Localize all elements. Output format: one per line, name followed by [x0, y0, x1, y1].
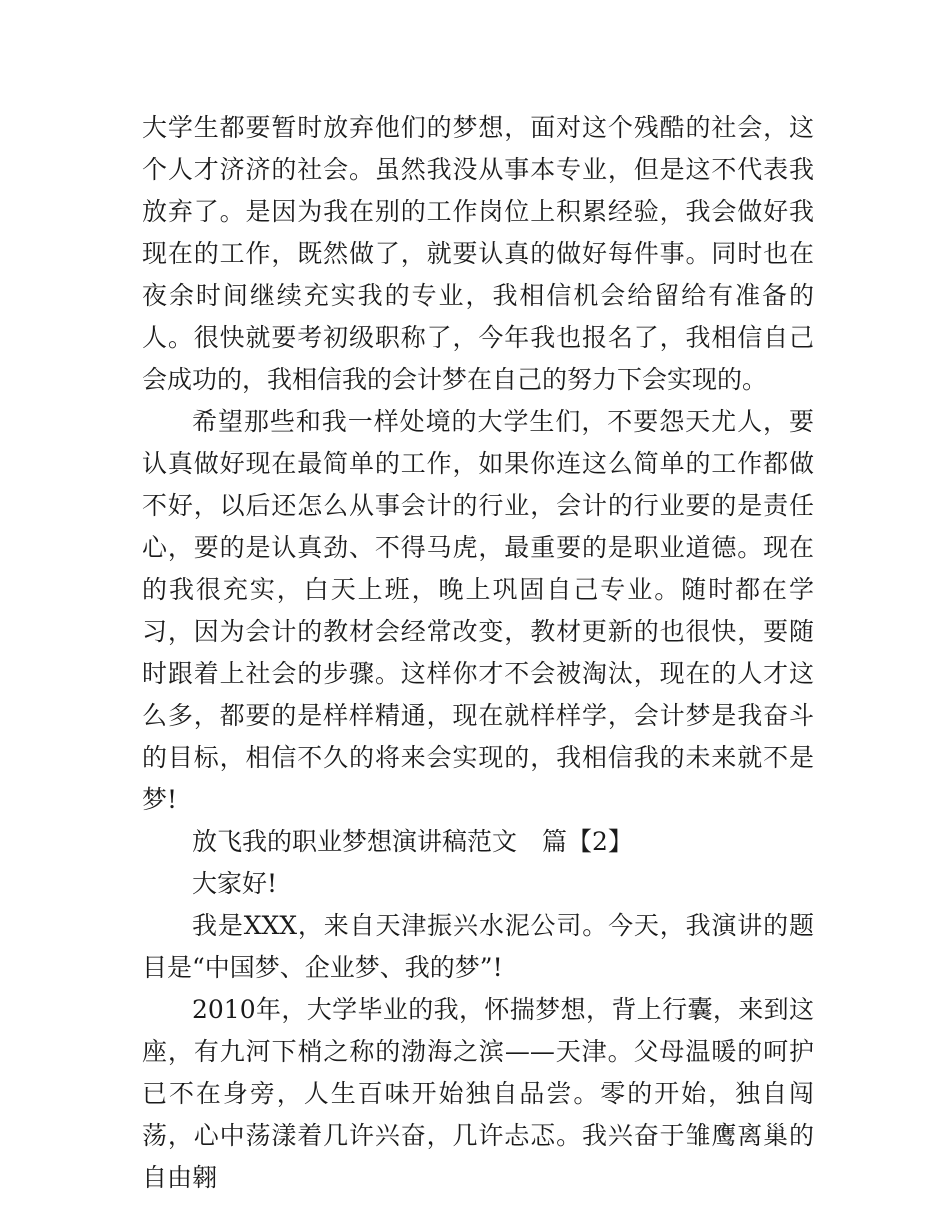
- paragraph-3: 我是XXX，来自天津振兴水泥公司。今天，我演讲的题目是“中国梦、企业梦、我的梦”!: [142, 911, 814, 982]
- paragraph-1: 大学生都要暂时放弃他们的梦想，面对这个残酷的社会，这个人才济济的社会。虽然我没从事本专业，但是这不代表我放弃了。是因为我在别的工作岗位上积累经验，我会做好我现在的工作，既然做了，就要认真的做好每件事。同时也在夜余时间继续充实我的专业，我相信机会给留给有准备的人。很快就要考初级职称了，今年我也报名了，我相信自己会成功的，我相信我的会计梦在自己的努力下会实现的。: [142, 113, 814, 394]
- paragraph-4: 2010年，大学毕业的我，怀揣梦想，背上行囊，来到这座，有九河下梢之称的渤海之滨——天津。父母温暖的呵护已不在身旁，人生百味开始独自品尝。零的开始，独自闯荡，心中荡漾着几许兴奋，几许忐忑。我兴奋于雏鹰离巢的自由翱: [142, 995, 814, 1192]
- greeting: 大家好!: [192, 869, 278, 898]
- paragraph-2: 希望那些和我一样处境的大学生们，不要怨天尤人，要认真做好现在最简单的工作，如果你连这么简单的工作都做不好，以后还怎么从事会计的行业，会计的行业要的是责任心，要的是认真劲、不得马虎，最重要的是职业道德。现在的我很充实，白天上班，晚上巩固自己专业。随时都在学习，因为会计的教材会经常改变，教材更新的也很快，要随时跟着上社会的步骤。这样你才不会被淘汰，现在的人才这么多，都要的是样样精通，现在就样样学，会计梦是我奋斗的目标，相信不久的将来会实现的，我相信我的未来就不是梦!: [142, 407, 814, 814]
- document-body: [142, 107, 814, 1199]
- section-heading: 放飞我的职业梦想演讲稿范文 篇【2】: [192, 827, 633, 856]
